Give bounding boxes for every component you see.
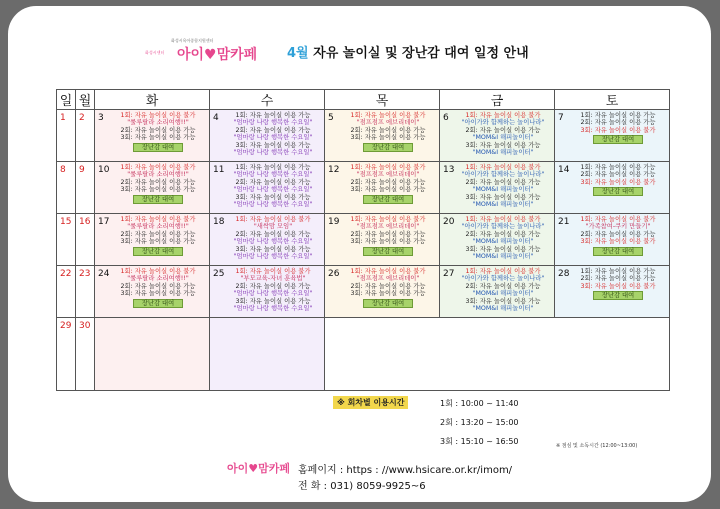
weekday-sun: 일 <box>57 90 76 110</box>
schedule-line: 2회: 자유 놀이실 이용 가능 <box>120 282 196 290</box>
schedule-line: 3회: 자유 놀이실 이용 가능 <box>235 193 311 201</box>
schedule-line: 1회: 자유 놀이실 이용 불가 <box>120 112 196 119</box>
day-cell-mon <box>76 110 95 162</box>
schedule-line: "룰루랄라 소리여행!!" <box>127 275 189 283</box>
toy-rental-badge: 장난감 대여 <box>363 247 413 256</box>
day-cell-tue <box>95 266 210 318</box>
day-number: 25 <box>213 269 225 279</box>
schedule-line: 3회: 자유 놀이실 이용 가능 <box>350 238 426 246</box>
day-schedule <box>109 112 207 159</box>
toy-rental-badge: 장난감 대여 <box>363 143 413 152</box>
schedule-line: 3회: 자유 놀이실 이용 가능 <box>235 245 311 253</box>
schedule-line: "아이가와 함께하는 놀이나라" <box>461 171 545 179</box>
toy-rental-badge: 장난감 대여 <box>133 299 183 308</box>
weekday-sat: 토 <box>555 90 670 110</box>
day-number: 19 <box>328 217 340 227</box>
day-cell-fri <box>440 266 555 318</box>
day-schedule <box>454 112 552 159</box>
day-cell-thu <box>325 162 440 214</box>
schedule-line: "점프점프 에브리데이" <box>356 119 420 127</box>
day-cell-sun <box>57 162 76 214</box>
day-number: 5 <box>328 113 334 123</box>
day-schedule <box>224 268 322 315</box>
schedule-line: "MOM&I 해피놀이터" <box>472 186 534 194</box>
day-cell-tue <box>95 318 210 391</box>
day-cell-sat <box>555 266 670 318</box>
schedule-line: 1회: 자유 놀이실 이용 불가 <box>235 216 311 223</box>
schedule-line: 1회: 자유 놀이실 이용 가능 <box>580 164 656 171</box>
day-number: 2 <box>79 113 85 123</box>
calendar-week-row <box>57 318 670 391</box>
toy-rental-badge: 장난감 대여 <box>133 143 183 152</box>
schedule-line: 2회: 자유 놀이실 이용 가능 <box>235 282 311 290</box>
toy-rental-badge: 장난감 대여 <box>363 195 413 204</box>
weekday-fri: 금 <box>440 90 555 110</box>
day-schedule <box>224 112 322 159</box>
day-number: 10 <box>98 165 110 175</box>
schedule-line: 3회: 자유 놀이실 이용 가능 <box>350 290 426 298</box>
schedule-time-2: 2회 : 13:20 ~ 15:00 <box>440 418 519 427</box>
day-cell-wed <box>210 214 325 266</box>
schedule-line: 3회: 자유 놀이실 이용 가능 <box>465 245 541 253</box>
day-cell-sun <box>57 318 76 391</box>
schedule-line: "엄마랑 나랑 행복한 수요일" <box>233 290 313 298</box>
schedule-line: 3회: 자유 놀이실 이용 가능 <box>465 193 541 201</box>
day-number: 13 <box>443 165 455 175</box>
day-number: 11 <box>213 165 225 175</box>
schedule-box-label: ※ 회차별 이용시간 <box>333 396 408 409</box>
day-cell-tue <box>95 214 210 266</box>
day-number: 27 <box>443 269 455 279</box>
schedule-line: 1회: 자유 놀이실 이용 불가 <box>465 268 541 275</box>
day-cell-wed <box>210 318 325 391</box>
schedule-line: 1회: 자유 놀이실 이용 불가 <box>350 216 426 223</box>
schedule-line: 1회: 자유 놀이실 이용 불가 <box>350 164 426 171</box>
day-cell-sat <box>555 162 670 214</box>
schedule-line: 1회: 자유 놀이실 이용 불가 <box>465 112 541 119</box>
schedule-line: "점프점프 에브리데이" <box>356 171 420 179</box>
schedule-line: 2회: 자유 놀이실 이용 가능 <box>120 126 196 134</box>
schedule-line: 1회: 자유 놀이실 이용 불가 <box>350 112 426 119</box>
day-schedule <box>339 216 437 263</box>
day-schedule <box>109 216 207 263</box>
schedule-line: 2회: 자유 놀이실 이용 가능 <box>235 178 311 186</box>
day-schedule <box>339 164 437 211</box>
day-number: 9 <box>79 165 85 175</box>
day-number: 12 <box>328 165 340 175</box>
day-schedule <box>569 112 667 159</box>
schedule-line: 2회: 자유 놀이실 이용 가능 <box>465 126 541 134</box>
day-cell-thu <box>325 214 440 266</box>
schedule-line: 3회: 자유 놀이실 이용 가능 <box>120 290 196 298</box>
day-number: 24 <box>98 269 110 279</box>
schedule-line: "엄마랑 나랑 행복한 수요일" <box>233 201 313 209</box>
schedule-line: 3회: 자유 놀이실 이용 가능 <box>350 134 426 142</box>
schedule-line: 1회: 자유 놀이실 이용 불가 <box>120 216 196 223</box>
day-cell-mon <box>76 318 95 391</box>
toy-rental-badge: 장난감 대여 <box>593 247 643 256</box>
day-schedule <box>224 164 322 211</box>
day-cell-mon <box>76 266 95 318</box>
schedule-line: 2회: 자유 놀이실 이용 가능 <box>580 275 656 283</box>
schedule-line: 2회: 자유 놀이실 이용 가능 <box>465 282 541 290</box>
day-cell-sun <box>57 214 76 266</box>
schedule-line: 2회: 자유 놀이실 이용 가능 <box>350 178 426 186</box>
day-number: 6 <box>443 113 449 123</box>
schedule-line: "룰루랄라 소리여행!!" <box>127 171 189 179</box>
day-number: 22 <box>60 269 72 279</box>
day-cell-thu <box>325 266 440 318</box>
schedule-line: "아이가와 함께하는 놀이나라" <box>461 119 545 127</box>
footer-logo <box>215 458 295 480</box>
schedule-line: 2회: 자유 놀이실 이용 가능 <box>580 171 656 179</box>
day-cell-tue <box>95 162 210 214</box>
schedule-line: 2회: 자유 놀이실 이용 가능 <box>350 282 426 290</box>
day-cell-fri <box>440 110 555 162</box>
schedule-line: "룰루랄라 소리여행!!" <box>127 119 189 127</box>
day-schedule <box>454 268 552 315</box>
day-number: 28 <box>558 269 570 279</box>
schedule-line: 1회: 자유 놀이실 이용 가능 <box>580 268 656 275</box>
day-cell-sun <box>57 110 76 162</box>
schedule-line: 1회: 자유 놀이실 이용 불가 <box>120 268 196 275</box>
schedule-line: 3회: 자유 놀이실 이용 가능 <box>235 141 311 149</box>
calendar-week-row <box>57 110 670 162</box>
schedule-line: 1회: 자유 놀이실 이용 가능 <box>580 112 656 119</box>
title-text: 자유 놀이실 및 장난감 대여 일정 안내 <box>308 46 529 61</box>
day-number: 16 <box>79 217 91 227</box>
toy-rental-badge: 장난감 대여 <box>133 195 183 204</box>
schedule-line: 1회: 자유 놀이실 이용 불가 <box>580 216 656 223</box>
schedule-line: 3회: 자유 놀이실 이용 불가 <box>580 178 656 186</box>
schedule-line: 2회: 자유 놀이실 이용 가능 <box>350 126 426 134</box>
day-number: 21 <box>558 217 570 227</box>
schedule-line: 1회: 자유 놀이실 이용 불가 <box>235 268 311 275</box>
weekday-tue: 화 <box>95 90 210 110</box>
schedule-line: "엄마랑 나랑 행복한 수요일" <box>233 305 313 313</box>
schedule-line: "엄마랑 나랑 행복한 수요일" <box>233 119 313 127</box>
schedule-line: 2회: 자유 놀이실 이용 가능 <box>580 119 656 127</box>
toy-rental-badge: 장난감 대여 <box>593 291 643 300</box>
schedule-line: "아이가와 함께하는 놀이나라" <box>461 275 545 283</box>
schedule-line: 2회: 자유 놀이실 이용 가능 <box>350 230 426 238</box>
day-number: 20 <box>443 217 455 227</box>
schedule-line: 3회: 자유 놀이실 이용 불가 <box>580 126 656 134</box>
day-schedule <box>569 164 667 211</box>
schedule-line: "MOM&I 해피놀이터" <box>472 134 534 142</box>
day-cell-thu <box>325 110 440 162</box>
schedule-line: "새싹맘 모임" <box>253 223 293 231</box>
schedule-line: "MOM&I 해피놀이터" <box>472 149 534 157</box>
schedule-line: "룰루랄라 소리여행!!" <box>127 223 189 231</box>
day-cell-mon <box>76 162 95 214</box>
schedule-line: 3회: 자유 놀이실 이용 가능 <box>350 186 426 194</box>
schedule-line: 2회: 자유 놀이실 이용 가능 <box>465 178 541 186</box>
logo-tag: 화성시센터 <box>145 50 165 55</box>
day-schedule <box>454 164 552 211</box>
schedule-line: "점프점프 에브리데이" <box>356 223 420 231</box>
day-schedule <box>339 112 437 159</box>
schedule-time-3: 3회 : 15:10 ~ 16:50 <box>440 437 519 446</box>
schedule-line: 2회: 자유 놀이실 이용 가능 <box>120 178 196 186</box>
schedule-line: "엄마랑 나랑 행복한 수요일" <box>233 134 313 142</box>
schedule-line: 3회: 자유 놀이실 이용 가능 <box>235 297 311 305</box>
schedule-line: "MOM&I 해피놀이터" <box>472 305 534 313</box>
footer-logo-text: 아이♥맘카페 <box>227 462 290 475</box>
footer-homepage[interactable]: 홈페이지 : https : //www.hsicare.or.kr/imom/ <box>298 465 513 476</box>
footer-phone: 전 화 : 031) 8059-9925~6 <box>298 481 426 492</box>
day-number: 15 <box>60 217 72 227</box>
weekday-header-row <box>57 90 670 110</box>
weekday-mon: 월 <box>76 90 95 110</box>
schedule-area <box>325 318 670 391</box>
day-number: 1 <box>60 113 66 123</box>
schedule-line: "엄마랑 나랑 행복한 수요일" <box>233 186 313 194</box>
schedule-line: "엄마랑 나랑 행복한 수요일" <box>233 171 313 179</box>
schedule-line: "MOM&I 해피놀이터" <box>472 201 534 209</box>
day-cell-fri <box>440 214 555 266</box>
day-cell-fri <box>440 162 555 214</box>
schedule-line: 1회: 자유 놀이실 이용 가능 <box>235 164 311 171</box>
day-schedule <box>109 164 207 211</box>
toy-rental-badge: 장난감 대여 <box>363 299 413 308</box>
day-schedule <box>569 268 667 315</box>
day-cell-wed <box>210 110 325 162</box>
day-cell-wed <box>210 266 325 318</box>
schedule-line: "점프점프 에브리데이" <box>356 275 420 283</box>
schedule-line: "아이가와 함께하는 놀이나라" <box>461 223 545 231</box>
logo-subtitle: 화성시육아종합지원센터 <box>171 38 214 43</box>
day-number: 4 <box>213 113 219 123</box>
day-cell-sat <box>555 214 670 266</box>
header-logo <box>143 36 263 64</box>
day-schedule <box>224 216 322 263</box>
weekday-wed: 수 <box>210 90 325 110</box>
schedule-line: 1회: 자유 놀이실 이용 불가 <box>120 164 196 171</box>
schedule-line: 3회: 자유 놀이실 이용 가능 <box>120 186 196 194</box>
schedule-line: "가족참여-쿠키 만들기" <box>585 223 651 231</box>
day-schedule <box>454 216 552 263</box>
day-number: 14 <box>558 165 570 175</box>
day-number: 18 <box>213 217 225 227</box>
toy-rental-badge: 장난감 대여 <box>593 135 643 144</box>
calendar-week-row <box>57 214 670 266</box>
schedule-line: 1회: 자유 놀이실 이용 불가 <box>350 268 426 275</box>
schedule-line: 2회: 자유 놀이실 이용 가능 <box>235 126 311 134</box>
day-cell-tue <box>95 110 210 162</box>
schedule-line: 3회: 자유 놀이실 이용 가능 <box>120 238 196 246</box>
calendar-week-row <box>57 266 670 318</box>
day-number: 30 <box>79 321 91 331</box>
calendar-week-row <box>57 162 670 214</box>
schedule-line: "엄마랑 나랑 행복한 수요일" <box>233 149 313 157</box>
schedule-line: "MOM&I 해피놀이터" <box>472 253 534 261</box>
day-number: 3 <box>98 113 104 123</box>
day-cell-mon <box>76 214 95 266</box>
day-number: 17 <box>98 217 110 227</box>
schedule-line: 1회: 자유 놀이실 이용 불가 <box>465 216 541 223</box>
day-schedule <box>339 268 437 315</box>
day-cell-sun <box>57 266 76 318</box>
schedule-line: 2회: 자유 놀이실 이용 가능 <box>235 230 311 238</box>
schedule-line: 3회: 자유 놀이실 이용 가능 <box>465 297 541 305</box>
day-number: 26 <box>328 269 340 279</box>
schedule-time-1: 1회 : 10:00 ~ 11:40 <box>440 399 519 408</box>
logo-text: 아이♥맘카페 <box>177 47 258 63</box>
schedule-line: 3회: 자유 놀이실 이용 가능 <box>120 134 196 142</box>
schedule-line: 3회: 자유 놀이실 이용 불가 <box>580 238 656 246</box>
page-title <box>287 42 529 61</box>
schedule-line: 1회: 자유 놀이실 이용 가능 <box>235 112 311 119</box>
day-number: 8 <box>60 165 66 175</box>
schedule-line: 2회: 자유 놀이실 이용 가능 <box>580 230 656 238</box>
schedule-line: "MOM&I 해피놀이터" <box>472 238 534 246</box>
schedule-line: 2회: 자유 놀이실 이용 가능 <box>465 230 541 238</box>
toy-rental-badge: 장난감 대여 <box>133 247 183 256</box>
day-number: 7 <box>558 113 564 123</box>
day-cell-sat <box>555 110 670 162</box>
day-number: 29 <box>60 321 72 331</box>
calendar-table <box>56 89 670 391</box>
day-number: 23 <box>79 269 91 279</box>
weekday-thu: 목 <box>325 90 440 110</box>
schedule-note: ※ 점심 및 소독시간 (12:00~13:00) <box>556 443 638 449</box>
toy-rental-badge: 장난감 대여 <box>593 187 643 196</box>
schedule-line: "부모교육-자녀 훈육법" <box>240 275 306 283</box>
day-schedule <box>569 216 667 263</box>
title-month: 4월 <box>287 46 309 61</box>
schedule-line: "엄마랑 나랑 행복한 수요일" <box>233 238 313 246</box>
schedule-line: 2회: 자유 놀이실 이용 가능 <box>120 230 196 238</box>
schedule-line: 1회: 자유 놀이실 이용 불가 <box>465 164 541 171</box>
day-schedule <box>109 268 207 315</box>
schedule-line: 3회: 자유 놀이실 이용 불가 <box>580 282 656 290</box>
schedule-line: 3회: 자유 놀이실 이용 가능 <box>465 141 541 149</box>
schedule-line: "MOM&I 해피놀이터" <box>472 290 534 298</box>
day-cell-wed <box>210 162 325 214</box>
schedule-line: "엄마랑 나랑 행복한 수요일" <box>233 253 313 261</box>
